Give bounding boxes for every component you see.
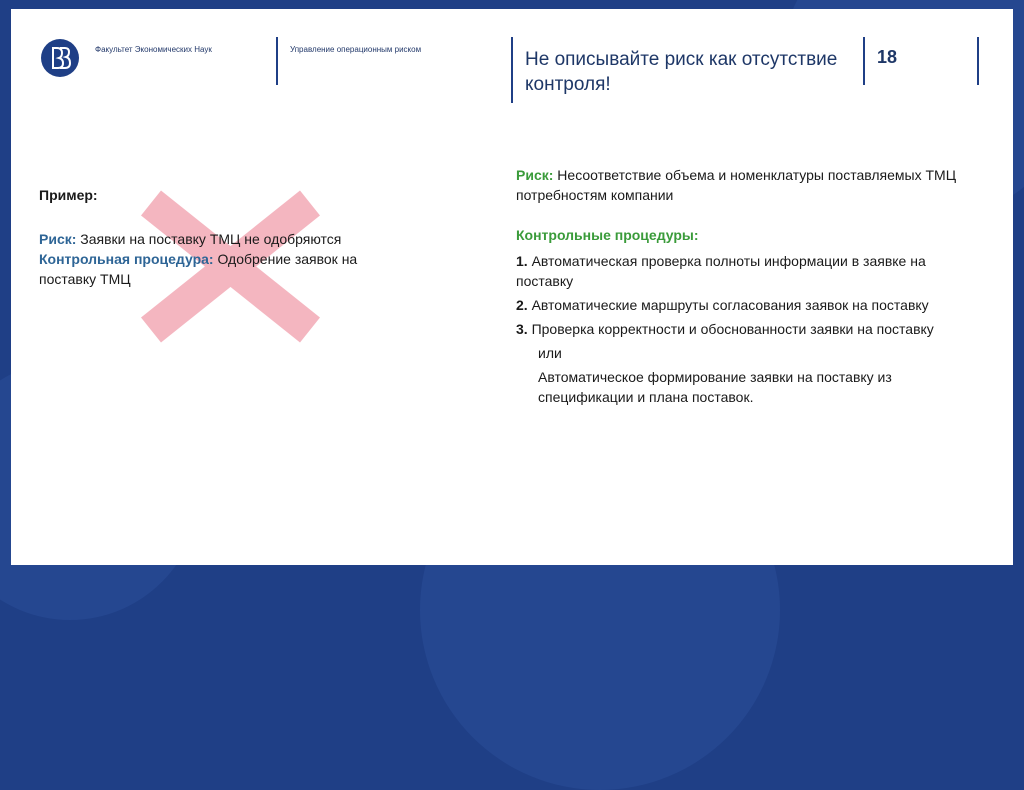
risk-label: Риск: bbox=[39, 231, 77, 247]
slide bbox=[11, 9, 1013, 565]
procedure-item bbox=[516, 295, 986, 315]
procedures-label: Контрольные процедуры: bbox=[516, 227, 699, 243]
item-text: Проверка корректности и обоснованности заявки на поставку bbox=[527, 321, 934, 337]
procedure-item bbox=[516, 251, 986, 291]
header-divider bbox=[276, 37, 278, 85]
alternative-procedure: Автоматическое формирование заявки на поставку из спецификации и плана поставок. bbox=[538, 369, 892, 405]
course-name: Управление операционным риском bbox=[290, 45, 422, 54]
risk-text: Заявки на поставку ТМЦ не одобряются bbox=[76, 231, 342, 247]
header-divider bbox=[977, 37, 979, 85]
slide-title: Не описывайте риск как отсутствие контроля! bbox=[525, 49, 838, 95]
or-text: или bbox=[538, 345, 562, 361]
risk-label: Риск: bbox=[516, 167, 554, 183]
header-divider bbox=[863, 37, 865, 85]
item-number: 2. bbox=[516, 297, 528, 313]
example-risk bbox=[39, 229, 399, 249]
risk-text: Несоответствие объема и номенклатуры поставляемых ТМЦ потребностям компании bbox=[516, 167, 957, 203]
example-block bbox=[39, 185, 399, 289]
correct-example-block bbox=[516, 165, 986, 407]
example-label: Пример: bbox=[39, 187, 98, 203]
item-number: 3. bbox=[516, 321, 528, 337]
faculty-name: Факультет Экономических Наук bbox=[95, 45, 212, 54]
item-text: Автоматическая проверка полноты информации в заявке на поставку bbox=[516, 253, 926, 289]
item-text: Автоматические маршруты согласования заявок на поставку bbox=[527, 297, 929, 313]
page-number: 18 bbox=[877, 47, 898, 67]
item-number: 1. bbox=[516, 253, 528, 269]
procedure-item bbox=[516, 319, 986, 339]
hse-logo bbox=[41, 39, 79, 77]
control-text: Одобрение заявок на поставку ТМЦ bbox=[39, 251, 358, 287]
right-risk bbox=[516, 165, 986, 205]
control-label: Контрольная процедура: bbox=[39, 251, 214, 267]
example-control bbox=[39, 249, 399, 289]
header-divider bbox=[511, 37, 513, 103]
